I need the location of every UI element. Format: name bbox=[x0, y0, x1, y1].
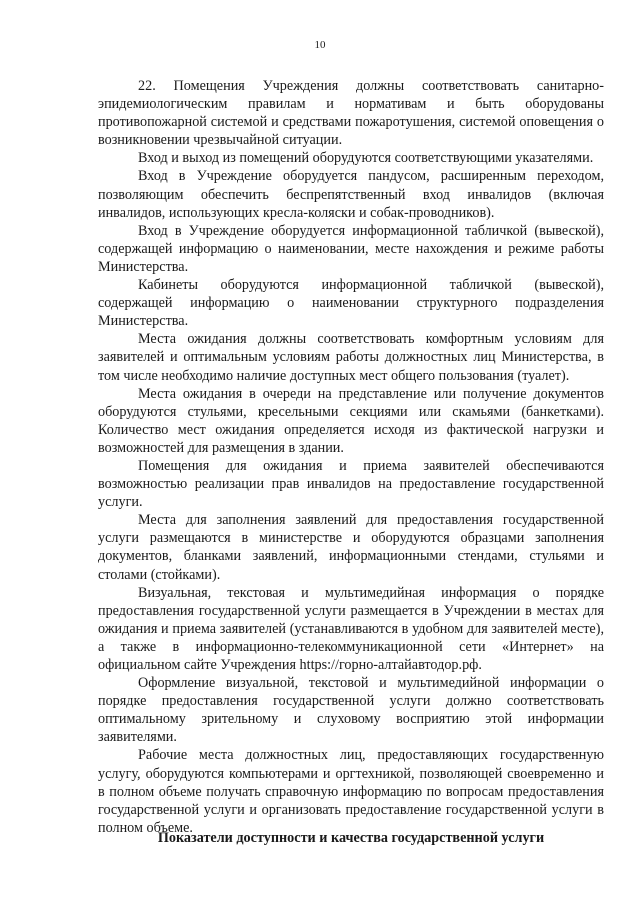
paragraph-disabled-rights: Помещения для ожидания и приема заявителей обеспечиваются возможностью реализации прав инвалидов на предоставление государственной услуги. bbox=[98, 457, 604, 511]
page-number: 10 bbox=[314, 39, 326, 51]
paragraph-queue-seating: Места ожидания в очереди на представление или получение документов оборудуются стульями, кресельными секциями или скамьями (банкетками). Количество мест ожидания определяется исходя из фактической нагрузки и возможностей для размещения в здании. bbox=[98, 385, 604, 456]
document-body bbox=[98, 77, 604, 837]
paragraph-information-placement: Визуальная, текстовая и мультимедийная информация о порядке предоставления государственной услуги размещается в Учреждении в местах для ожидания и приема заявителей (устанавливаются в удобном для заявителей месте), а также в информационно-телекоммуникационной сети «Интернет» на официальном сайте Учреждения https://горно-алтайавтодор.рф. bbox=[98, 584, 604, 673]
paragraph-office-signboards: Кабинеты оборудуются информационной табличкой (вывеской), содержащей информацию о наименовании структурного подразделения Министерства. bbox=[98, 277, 604, 330]
paragraph-entrance-signs: Вход и выход из помещений оборудуются соответствующими указателями. bbox=[138, 150, 594, 167]
paragraph-ramp-access: Вход в Учреждение оборудуется пандусом, расширенным переходом, позволяющим обеспечить беспрепятственный вход инвалидов (включая инвалидов, использующих кресла-коляски и собак-проводников). bbox=[98, 168, 604, 221]
paragraph-waiting-areas: Места ожидания должны соответствовать комфортным условиям для заявителей и оптимальным условиям работы должностных лиц Министерства, в том числе необходимо наличие доступных мест общего пользования (туалет). bbox=[98, 331, 604, 384]
section-heading: Показатели доступности и качества государственной услуги bbox=[157, 830, 545, 846]
paragraph-workplaces: Рабочие места должностных лиц, предоставляющих государственную услугу, оборудуются компьютерами и оргтехникой, позволяющей своевременно и в полном объеме получать справочную информацию по вопросам предоставления государственной услуги и организовать предоставление государственной услуги в полном объеме. bbox=[98, 747, 604, 836]
paragraph-information-design: Оформление визуальной, текстовой и мультимедийной информации о порядке предоставления государственной услуги должно соответствовать оптимальному зрительному и слуховому восприятию этой информации заявителями. bbox=[98, 675, 604, 746]
paragraph-premises-requirements: 22. Помещения Учреждения должны соответствовать санитарно-эпидемиологическим правилам и нормативам и быть оборудованы противопожарной системой и средствами пожаротушения, системой оповещения о возникновении чрезвычайной ситуации. bbox=[98, 78, 604, 149]
paragraph-entrance-signboard: Вход в Учреждение оборудуется информационной табличкой (вывеской), содержащей информацию о наименовании, месте нахождения и режиме работы Министерства. bbox=[98, 222, 604, 275]
paragraph-form-filling-places: Места для заполнения заявлений для предоставления государственной услуги размещаются в министерстве и оборудуются образцами заполнения документов, бланками заявлений, информационными стендами, стульями и столами (стойками). bbox=[98, 512, 604, 583]
